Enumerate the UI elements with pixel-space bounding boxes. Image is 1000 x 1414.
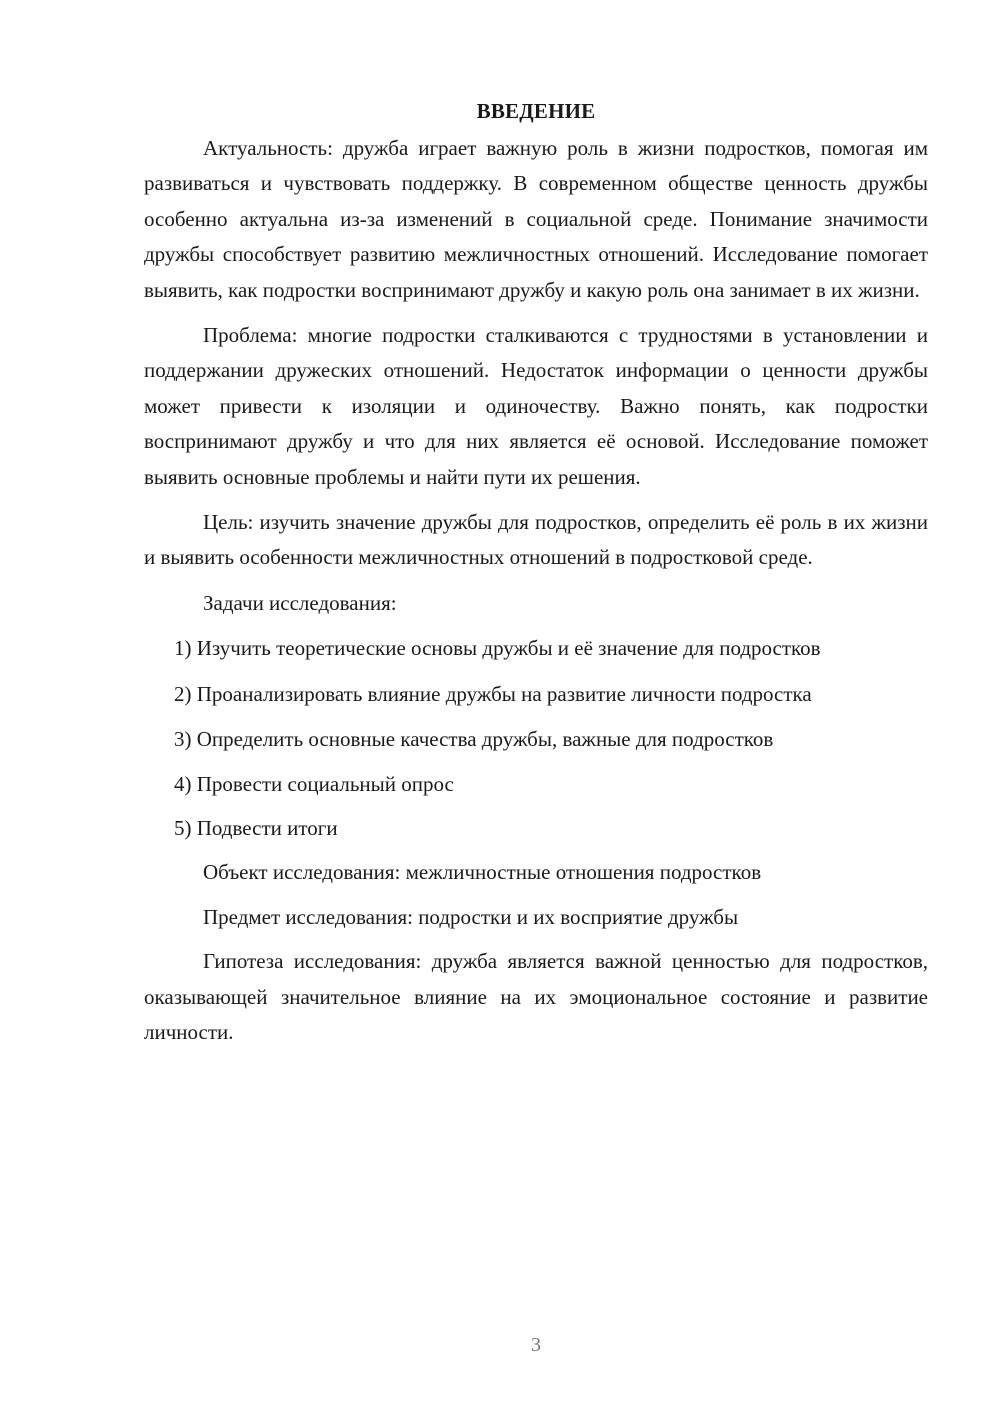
section-heading: ВВЕДЕНИЕ [476,99,596,123]
paragraph-problem: Проблема: многие подростки сталкиваются с трудностями в установлении и поддержании дружеских отношений. Недостаток информации о ценности дружбы может привести к изоляции и одиночеству. Важно понять, как подростки воспринимают дружбу и что для них является её основой. Исследование поможет выявить основные проблемы и найти пути их решения. [144,323,928,489]
list-item: 5) Подвести итоги [174,815,338,840]
page-number: 3 [531,1334,541,1356]
paragraph-hypothesis: Гипотеза исследования: дружба является важной ценностью для подростков, оказывающей значительное влияние на их эмоциональное состояние и развитие личности. [144,949,928,1044]
list-item: 1) Изучить теоретические основы дружбы и её значение для подростков [174,636,821,661]
tasks-list [144,631,928,846]
tasks-title: Задачи исследования: [203,590,397,615]
paragraph-goal: Цель: изучить значение дружбы для подростков, определить её роль в их жизни и выявить особенности межличностных отношений в подростковой среде. [144,510,928,570]
paragraph-object: Объект исследования: межличностные отношения подростков [203,860,762,885]
document-body [144,94,928,1060]
list-item: 3) Определить основные качества дружбы, важные для подростков [174,727,774,752]
list-item: 2) Проанализировать влияние дружбы на развитие личности подростка [174,681,812,706]
list-item: 4) Провести социальный опрос [174,771,454,796]
paragraph-subject: Предмет исследования: подростки и их восприятие дружбы [203,904,739,929]
paragraph-relevance: Актуальность: дружба играет важную роль в жизни подростков, помогая им развиваться и чувствовать поддержку. В современном обществе ценность дружбы особенно актуальна из-за изменений в социальной среде. Понимание значимости дружбы способствует развитию межличностных отношений. Исследование помогает выявить, как подростки воспринимают дружбу и какую роль она занимает в их жизни. [144,136,928,302]
